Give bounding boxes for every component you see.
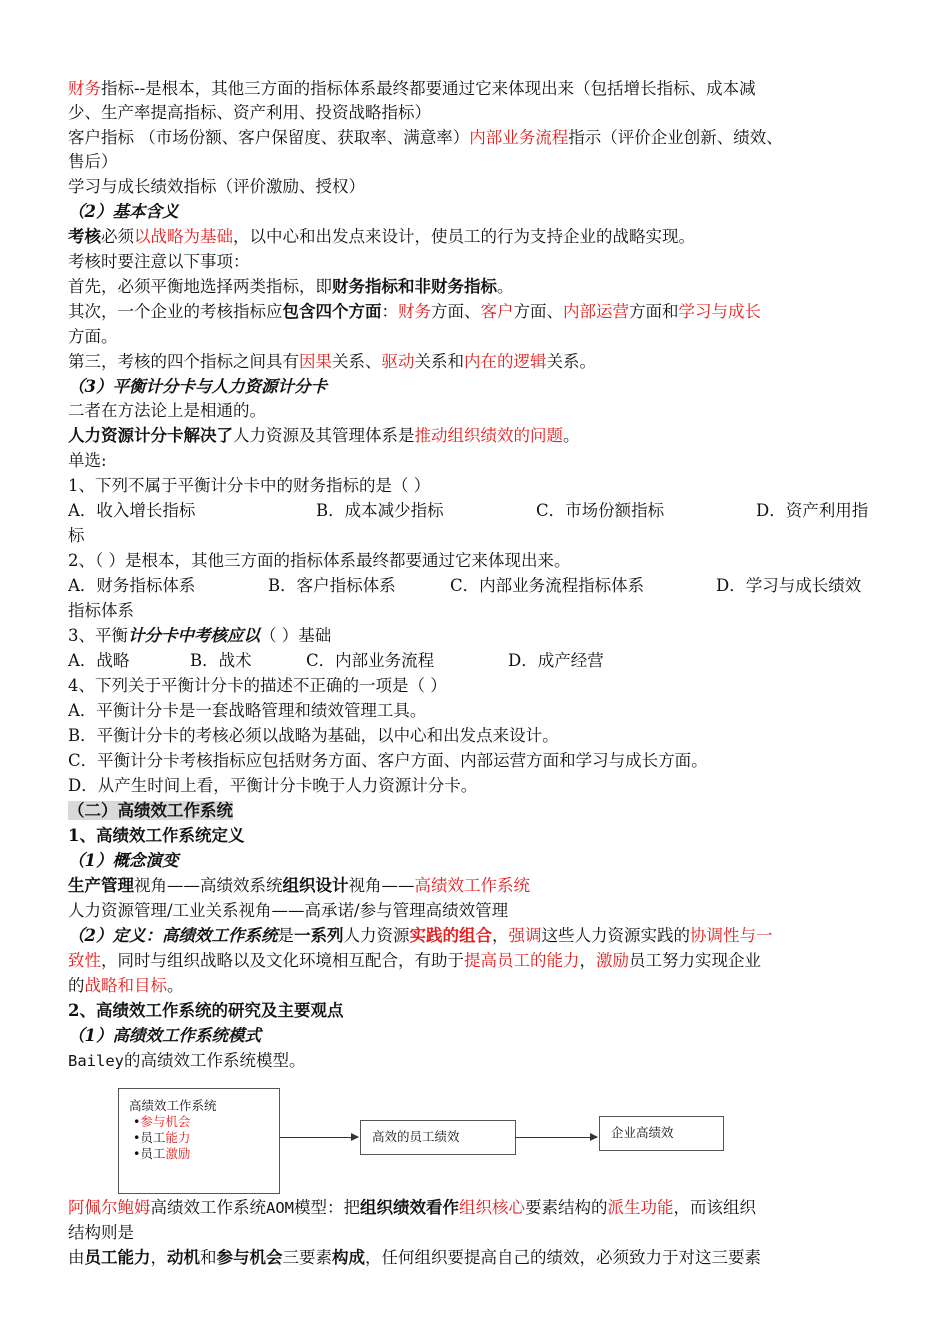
subheading-basic-meaning: （2）基本含义: [68, 202, 179, 221]
question-1: 1、下列不属于平衡计分卡中的财务指标的是（ ）: [68, 476, 431, 495]
line-8: 考核时要注意以下事项：: [68, 252, 250, 271]
line-33: 生产管理视角——高绩效系统组织设计视角——高绩效工作系统: [68, 876, 530, 895]
subheading-models: （1）高绩效工作系统模式: [68, 1026, 261, 1045]
question-4-option-b: B．平衡计分卡的考核必须以战略为基础，以中心和出发点来设计。: [68, 726, 559, 745]
question-1-options-wrap: 标: [68, 526, 85, 545]
line-1: 财务指标--是根本，其他三方面的指标体系最终都要通过它来体现出来（包括增长指标、成本减: [68, 79, 756, 98]
question-4-option-a: A．平衡计分卡是一套战略管理和绩效管理工具。: [68, 701, 427, 720]
line-35: （2）定义：高绩效工作系统是一系列人力资源实践的组合，强调这些人力资源实践的协调性与一: [68, 926, 773, 945]
diagram-item-participation: •参与机会: [133, 1114, 191, 1129]
line-42: 结构则是: [68, 1223, 134, 1242]
heading-definition: 1、高绩效工作系统定义: [68, 826, 245, 845]
question-3: 3、平衡计分卡中考核应以（ ）基础: [68, 626, 332, 645]
diagram-item-ability: •员工能力: [133, 1130, 191, 1145]
line-5: 学习与成长绩效指标（评价激励、授权）: [68, 177, 365, 196]
line-10: 其次，一个企业的考核指标应包含四个方面：财务方面、客户方面、内部运营方面和学习与成长: [68, 302, 761, 321]
line-9: 首先，必须平衡地选择两类指标，即财务指标和非财务指标。: [68, 277, 514, 296]
subheading-scorecards: （3）平衡计分卡与人力资源计分卡: [68, 377, 327, 396]
line-7: 考核必须以战略为基础，以中心和出发点来设计，使员工的行为支持企业的战略实现。: [68, 227, 695, 246]
line-41: 阿佩尔鲍姆高绩效工作系统AOM模型：把组织绩效看作组织核心要素结构的派生功能，而该组织: [68, 1198, 756, 1217]
diagram-box-employee-performance: 高效的员工绩效: [360, 1120, 516, 1155]
question-4-option-c: C．平衡计分卡考核指标应包括财务方面、客户方面、内部运营方面和学习与成长方面。: [68, 751, 708, 770]
question-4-option-d: D．从产生时间上看，平衡计分卡晚于人力资源计分卡。: [68, 776, 478, 795]
line-11: 方面。: [68, 327, 118, 346]
line-15: 人力资源计分卡解决了人力资源及其管理体系是推动组织绩效的问题。: [68, 426, 580, 445]
line-43: 由员工能力，动机和参与机会三要素构成，任何组织要提高自己的绩效，必须致力于对这三要素: [68, 1248, 761, 1267]
diagram-arrow-2: [515, 1137, 597, 1138]
diagram-arrow-1: [280, 1137, 358, 1138]
line-37: 的战略和目标。: [68, 976, 184, 995]
heading-research: 2、高绩效工作系统的研究及主要观点: [68, 1001, 344, 1020]
diagram-box-hpws-title: 高绩效工作系统: [129, 1098, 217, 1113]
line-3: 客户指标 （市场份额、客户保留度、获取率、满意率）内部业务流程指示（评价企业创新、绩效、: [68, 128, 783, 147]
line-40: Bailey的高绩效工作系统模型。: [68, 1051, 306, 1070]
line-4: 售后）: [68, 152, 118, 171]
section-heading: （二）高绩效工作系统: [68, 801, 233, 820]
line-34: 人力资源管理/工业关系视角——高承诺/参与管理高绩效管理: [68, 901, 509, 920]
line-14: 二者在方法论上是相通的。: [68, 401, 266, 420]
line-36: 致性，同时与组织战略以及文化环境相互配合，有助于提高员工的能力，激励员工努力实现企业: [68, 951, 761, 970]
diagram-item-motivation: •员工激励: [133, 1146, 191, 1161]
diagram-box-hpws: [118, 1088, 280, 1194]
question-4: 4、下列关于平衡计分卡的描述不正确的一项是（ ）: [68, 676, 447, 695]
diagram-box-firm-performance: 企业高绩效: [599, 1116, 724, 1151]
line-2: 少、生产率提高指标、资产利用、投资战略指标）: [68, 103, 431, 122]
line-12: 第三，考核的四个指标之间具有因果关系、驱动关系和内在的逻辑关系。: [68, 352, 596, 371]
subheading-concept-evolution: （1）概念演变: [68, 851, 179, 870]
question-2: 2、（ ）是根本，其他三方面的指标体系最终都要通过它来体现出来。: [68, 551, 571, 570]
question-2-options-wrap: 指标体系: [68, 601, 134, 620]
quiz-label: 单选:: [68, 451, 107, 470]
